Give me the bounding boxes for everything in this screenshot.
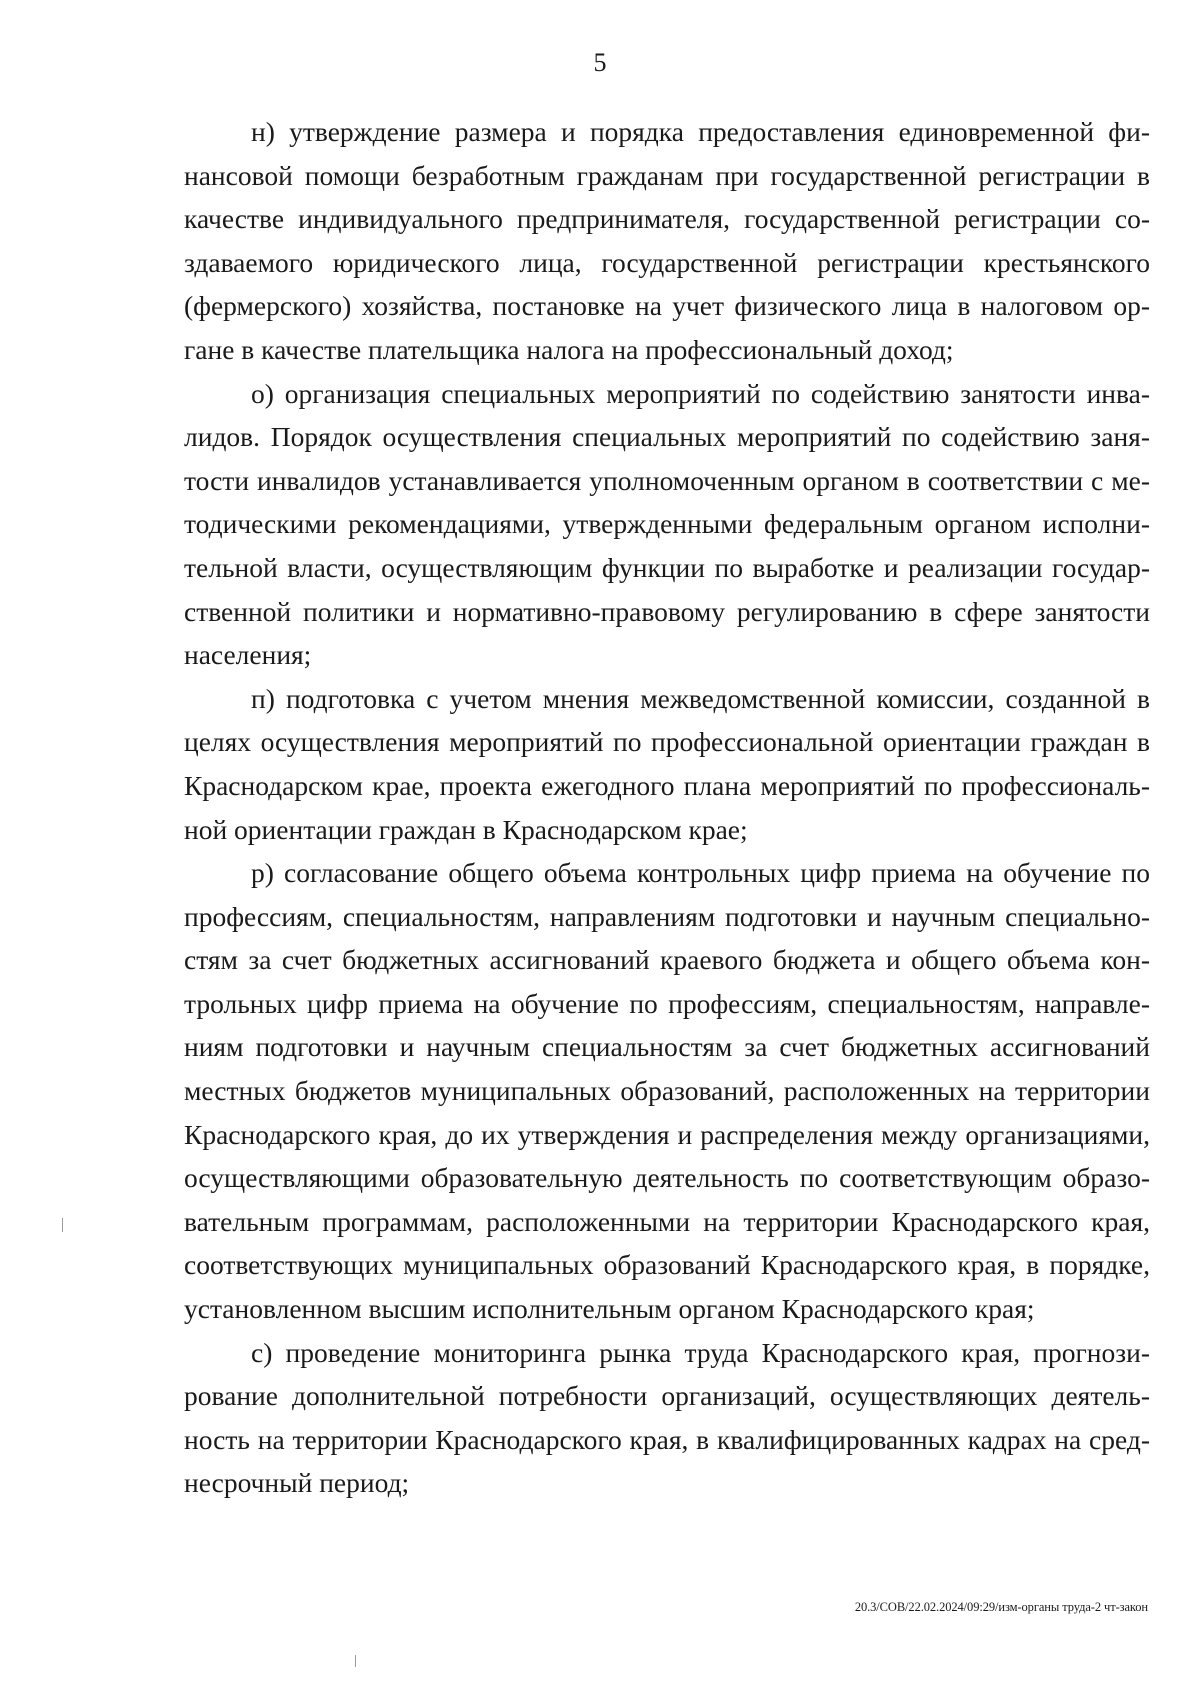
paragraph-n: н) утверждение размера и порядка предоставления единовременной финансовой помощи безработным гражданам при государственной регистрации в качестве индивидуального предпринимателя, государственной регистрации создаваемого юридического лица, государственной регистрации крестьянского (фермерского) хозяйства, постановке на учет физического лица в налоговом органе в качестве плательщика налога на профессиональный доход; [184,116,1150,365]
scan-mark-bottom [355,1655,356,1667]
paragraph-o: о) организация специальных мероприятий по содействию занятости инвалидов. Порядок осуществления специальных мероприятий по содействию занятости инвалидов устанавливается уполномоченным органом в соответствии с методическими рекомендациями, утвержденными федеральным органом исполнительной власти, осуществляющим функции по выработке и реализации государственной политики и нормативно-правовому регулированию в сфере занятости населения; [184,377,1150,671]
page-number: 5 [593,48,607,77]
paragraph-s: с) проведение мониторинга рынка труда Краснодарского края, прогнозирование дополнительной потребности организаций, осуществляющих деятельность на территории Краснодарского края, в квалифицированных кадрах на среднесрочный период; [184,1336,1150,1499]
document-footer-code: 20.3/СОВ/22.02.2024/09:29/изм-органы труда-2 чт-закон [854,1600,1148,1614]
document-body [184,110,1150,1505]
paragraph-r: р) согласование общего объема контрольных цифр приема на обучение по профессиям, специальностям, направлениям подготовки и научным специальностям за счет бюджетных ассигнований краевого бюджета и общего объема контрольных цифр приема на обучение по профессиям, специальностям, направлениям подготовки и научным специальностям за счет бюджетных ассигнований местных бюджетов муниципальных образований, расположенных на территории Краснодарского края, до их утверждения и распределения между организациями, осуществляющими образовательную деятельность по соответствующим образовательным программам, расположенными на территории Краснодарского края, соответствующих муниципальных образований Краснодарского края, в порядке, установленном высшим исполнительным органом Краснодарского края; [184,857,1150,1325]
scan-mark-left [62,1218,63,1232]
paragraph-p: п) подготовка с учетом мнения межведомственной комиссии, созданной в целях осуществления мероприятий по профессиональной ориентации граждан в Краснодарском крае, проекта ежегодного плана мероприятий по профессиональной ориентации граждан в Краснодарском крае; [184,682,1150,845]
